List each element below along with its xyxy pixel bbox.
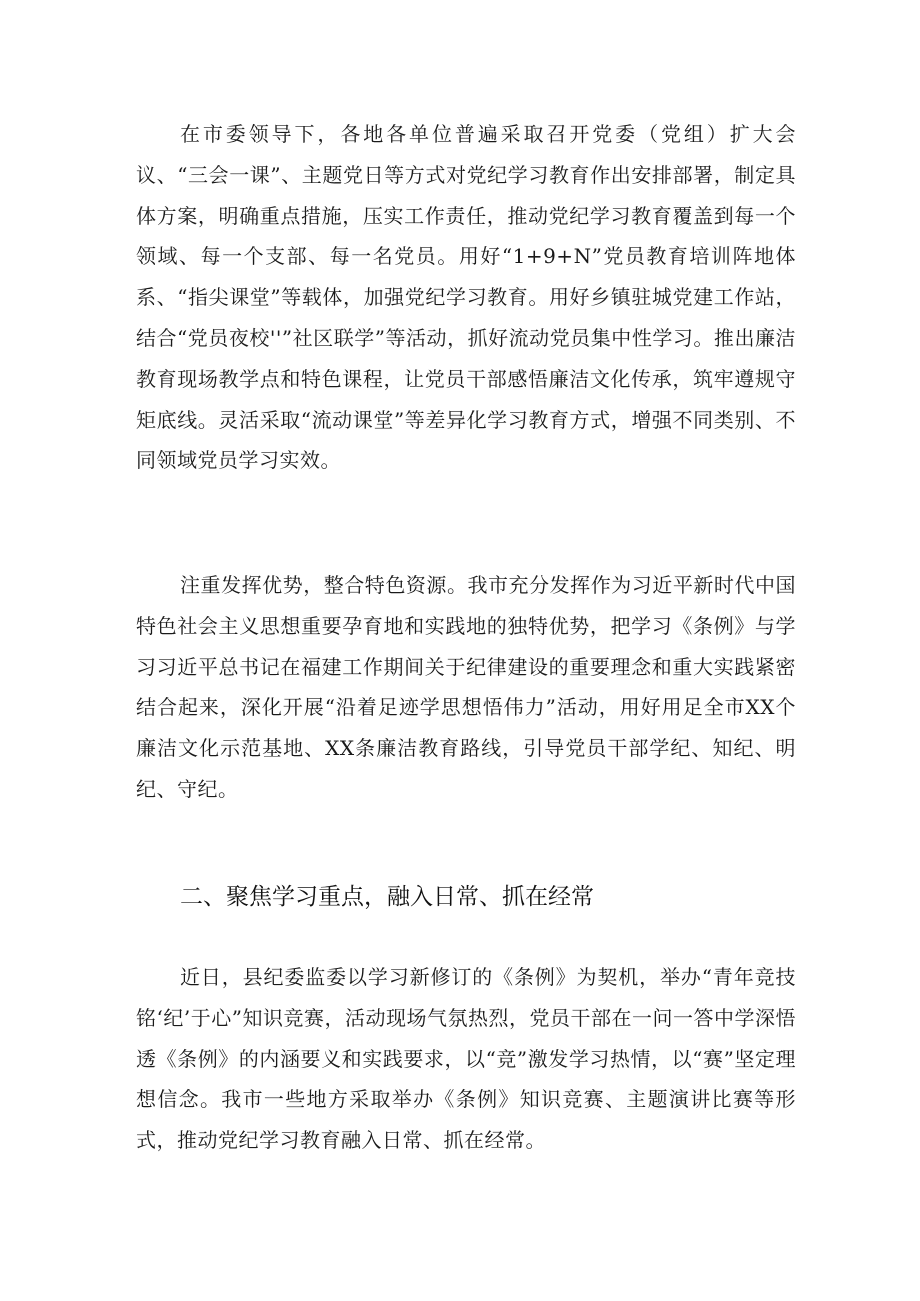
section-heading: 二、聚焦学习重点，融入日常、抓在经常 xyxy=(180,884,594,910)
body-paragraph-3: 近日，县纪委监委以学习新修订的《条例》为契机，举办“青年竞技铭‘纪’于心”知识竞赛，活动现场气氛热烈，党员干部在一问一答中学深悟透《条例》的内涵要义和实践要求，以“竞”激发学习热情，以“赛”坚定理想信念。我市一些地方采取举办《条例》知识竞赛、主题演讲比赛等形式，推动党纪学习教育融入日常、抓在经常。 xyxy=(136,965,796,1153)
body-paragraph-2: 注重发挥优势，整合特色资源。我市充分发挥作为习近平新时代中国特色社会主义思想重要孕育地和实践地的独特优势，把学习《条例》与学习习近平总书记在福建工作期间关于纪律建设的重要理念和重大实践紧密结合起来，深化开展“沿着足迹学思想悟伟力”活动，用好用足全市XX个廉洁文化示范基地、XX条廉洁教育路线，引导党员干部学纪、知纪、明纪、守纪。 xyxy=(136,573,796,801)
body-paragraph-1: 在市委领导下，各地各单位普遍采取召开党委（党组）扩大会议、“三会一课”、主题党日等方式对党纪学习教育作出安排部署，制定具体方案，明确重点措施，压实工作责任，推动党纪学习教育覆盖到每一个领域、每一个支部、每一名党员。用好“1+9+N”党员教育培训阵地体系、“指尖课堂”等载体，加强党纪学习教育。用好乡镇驻城党建工作站，结合“党员夜校''”社区联学”等活动，抓好流动党员集中性学习。推出廉洁教育现场教学点和特色课程，让党员干部感悟廉洁文化传承，筑牢遵规守矩底线。灵活采取“流动课堂”等差异化学习教育方式，增强不同类别、不同领域党员学习实效。 xyxy=(136,122,796,473)
